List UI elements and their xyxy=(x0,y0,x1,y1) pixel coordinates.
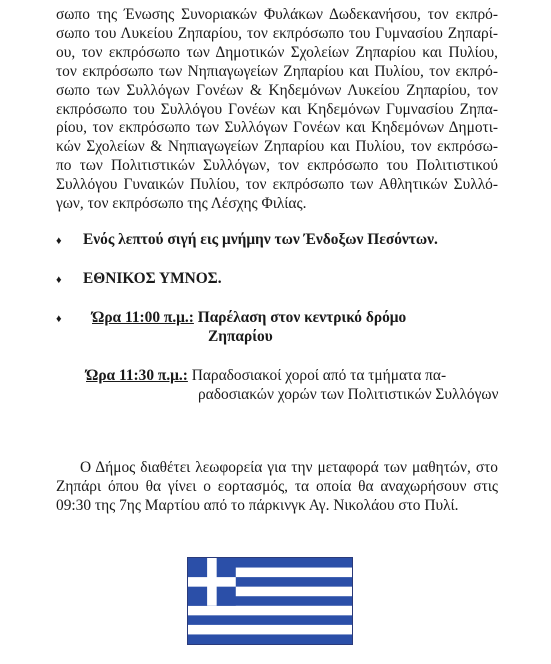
bullet-diamond-icon: ♦ xyxy=(56,313,62,325)
dances-text-continued: ραδοσιακών χορών των Πολιτιστικών Συλλόγων xyxy=(198,386,499,403)
parade-item xyxy=(92,308,406,327)
flag-cross-vertical xyxy=(207,558,217,606)
bus-paragraph xyxy=(56,459,498,516)
intro-line: σωπο των Συλλόγων Γονέων & Κηδεμόνων Λυκείου Ζηπαρίου, τον xyxy=(56,81,498,99)
dances-item xyxy=(86,366,446,385)
flag-stripe xyxy=(188,615,352,625)
greek-flag-image xyxy=(187,557,353,645)
intro-line: ρίου, τον εκπρόσωπο των Συλλόγων Γονέων και Κηδεμόνων Δημοτι- xyxy=(56,119,498,137)
flag-stripe xyxy=(188,625,352,635)
intro-paragraph xyxy=(56,6,498,214)
intro-line: πο των Πολιτιστικών Συλλόγων, τον εκπρόσωπο του Πολιτιστικού xyxy=(56,157,498,175)
intro-line: Συλλόγου Γυναικών Πυλίου, τον εκπρόσωπο των Αθλητικών Συλλό- xyxy=(56,176,498,194)
anthem-item: ΕΘΝΙΚΟΣ ΥΜΝΟΣ. xyxy=(83,270,222,287)
intro-line: τον εκπρόσωπο των Νηπιαγωγείων Ζηπαρίου και Πυλίου, τον εκπρό- xyxy=(56,62,498,80)
intro-line: ου, τον εκπρόσωπο των Δημοτικών Σχολείων Ζηπαρίου και Πυλίου, xyxy=(56,43,498,61)
parade-time: Ώρα 11:00 π.μ.: xyxy=(92,309,194,326)
dances-text: Παραδοσιακοί χοροί από τα τμήματα πα- xyxy=(187,367,447,384)
bullet-diamond-icon: ♦ xyxy=(56,235,62,247)
greek-flag-icon xyxy=(188,558,352,644)
bus-line: Ζηπάρι όπου θα γίνει ο εορτασμός, τα οποία θα αναχωρήσουν στις xyxy=(56,477,498,495)
intro-line: γων, τον εκπρόσωπο της Λέσχης Φιλίας. xyxy=(56,195,307,213)
intro-line: κών Σχολείων & Νηπιαγωγείων Ζηπαρίου και Πυλίου, τον εκπρόσω- xyxy=(56,138,498,156)
bus-line: 09:30 της 7ης Μαρτίου από το πάρκινγκ Αγ. Νικολάου στο Πυλί. xyxy=(56,496,459,514)
dances-time: Ώρα 11:30 π.μ.: xyxy=(86,367,188,384)
flag-stripe xyxy=(188,606,352,616)
bullet-diamond-icon: ♦ xyxy=(56,274,62,286)
bus-line: Ο Δήμος διαθέτει λεωφορεία για την μεταφορά των μαθητών, στο xyxy=(80,459,498,476)
intro-line: εκπρόσωπο του Συλλόγου Γονέων και Κηδεμόνων Γυμνασίου Ζηπα- xyxy=(56,100,498,118)
flag-stripe xyxy=(188,634,352,644)
silence-item: Ενός λεπτού σιγή εις μνήμην των Ένδοξων Πεσόντων. xyxy=(83,231,438,248)
intro-line: σωπο του Λυκείου Ζηπαρίου, τον εκπρόσωπο του Γυμνασίου Ζηπαρί- xyxy=(56,24,498,42)
intro-line: σωπο της Ένωσης Συνοριακών Φυλάκων Δωδεκανήσου, τον εκπρό- xyxy=(56,6,498,23)
parade-text: Παρέλαση στον κεντρικό δρόμο xyxy=(193,309,407,326)
parade-text-continued: Ζηπαρίου xyxy=(208,328,273,345)
